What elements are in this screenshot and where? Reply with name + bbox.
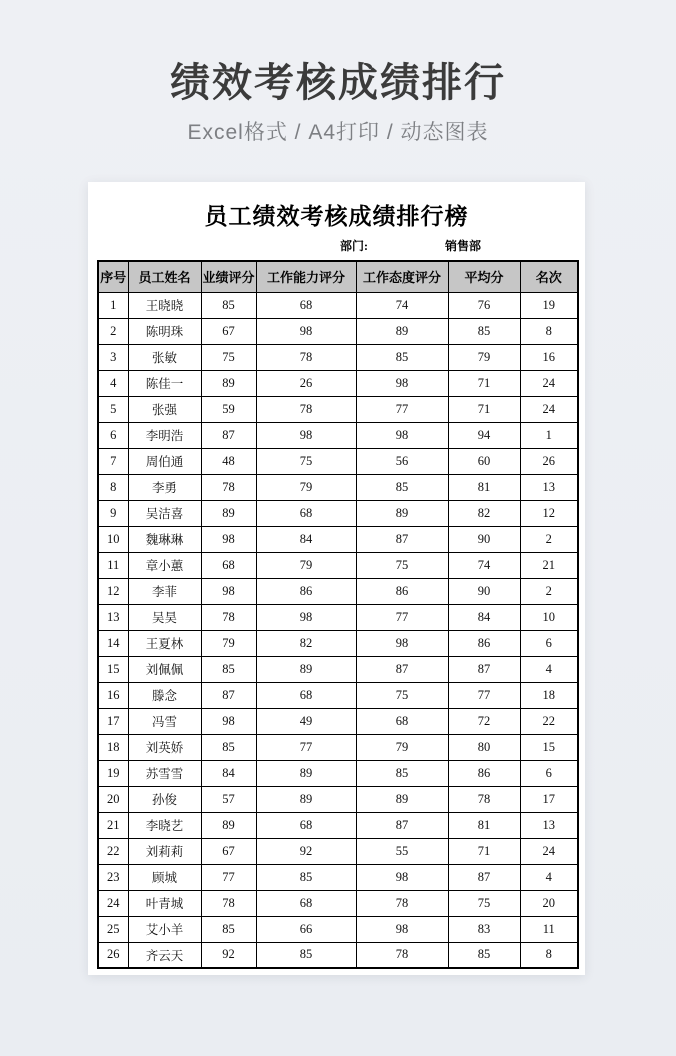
table-cell: 魏琳琳	[128, 526, 201, 552]
table-row	[98, 916, 578, 942]
table-cell: 83	[448, 916, 520, 942]
table-cell: 81	[448, 812, 520, 838]
table-cell: 78	[256, 396, 356, 422]
table-cell: 89	[356, 318, 448, 344]
table-row	[98, 942, 578, 968]
table-cell: 87	[448, 864, 520, 890]
column-header: 员工姓名	[128, 261, 201, 292]
table-cell: 26	[256, 370, 356, 396]
table-cell: 2	[520, 578, 578, 604]
table-cell: 12	[520, 500, 578, 526]
table-cell: 4	[98, 370, 128, 396]
table-cell: 87	[356, 526, 448, 552]
table-row	[98, 760, 578, 786]
table-cell: 55	[356, 838, 448, 864]
table-cell: 81	[448, 474, 520, 500]
table-cell: 98	[356, 864, 448, 890]
table-row	[98, 474, 578, 500]
table-cell: 艾小羊	[128, 916, 201, 942]
table-cell: 18	[98, 734, 128, 760]
table-cell: 89	[201, 812, 256, 838]
table-cell: 20	[98, 786, 128, 812]
table-cell: 98	[356, 370, 448, 396]
table-row	[98, 812, 578, 838]
table-cell: 78	[448, 786, 520, 812]
table-cell: 68	[356, 708, 448, 734]
table-cell: 79	[356, 734, 448, 760]
table-cell: 12	[98, 578, 128, 604]
table-cell: 21	[98, 812, 128, 838]
table-cell: 8	[520, 318, 578, 344]
table-cell: 75	[356, 682, 448, 708]
sheet-title: 员工绩效考核成绩排行榜	[204, 204, 469, 229]
table-body	[98, 292, 578, 968]
table-cell: 16	[98, 682, 128, 708]
table-cell: 77	[356, 396, 448, 422]
table-row	[98, 318, 578, 344]
table-cell: 85	[356, 474, 448, 500]
table-cell: 98	[201, 708, 256, 734]
table-row	[98, 422, 578, 448]
table-cell: 13	[520, 812, 578, 838]
table-cell: 89	[356, 786, 448, 812]
column-header: 业绩评分	[201, 261, 256, 292]
table-cell: 6	[98, 422, 128, 448]
table-cell: 2	[98, 318, 128, 344]
table-cell: 98	[356, 630, 448, 656]
table-cell: 87	[356, 656, 448, 682]
table-cell: 77	[448, 682, 520, 708]
table-cell: 78	[201, 474, 256, 500]
table-cell: 78	[356, 942, 448, 968]
table-cell: 78	[356, 890, 448, 916]
table-cell: 78	[201, 604, 256, 630]
table-cell: 90	[448, 578, 520, 604]
table-cell: 87	[356, 812, 448, 838]
column-header: 工作态度评分	[356, 261, 448, 292]
table-cell: 21	[520, 552, 578, 578]
page-subtitle: Excel格式 / A4打印 / 动态图表	[187, 121, 489, 144]
table-cell: 98	[256, 318, 356, 344]
table-cell: 张强	[128, 396, 201, 422]
table-cell: 90	[448, 526, 520, 552]
table-cell: 刘英娇	[128, 734, 201, 760]
table-cell: 陈佳一	[128, 370, 201, 396]
table-row	[98, 604, 578, 630]
table-cell: 74	[448, 552, 520, 578]
table-row	[98, 292, 578, 318]
table-cell: 24	[98, 890, 128, 916]
table-cell: 1	[520, 422, 578, 448]
table-cell: 48	[201, 448, 256, 474]
table-cell: 87	[201, 682, 256, 708]
table-row	[98, 890, 578, 916]
table-cell: 4	[520, 656, 578, 682]
table-row	[98, 682, 578, 708]
table-cell: 6	[520, 760, 578, 786]
table-cell: 89	[356, 500, 448, 526]
table-cell: 李明浩	[128, 422, 201, 448]
table-cell: 13	[520, 474, 578, 500]
table-cell: 24	[520, 838, 578, 864]
table-cell: 25	[98, 916, 128, 942]
table-cell: 2	[520, 526, 578, 552]
table-cell: 26	[520, 448, 578, 474]
table-cell: 75	[256, 448, 356, 474]
table-cell: 94	[448, 422, 520, 448]
table-cell: 7	[98, 448, 128, 474]
table-cell: 85	[256, 864, 356, 890]
table-row	[98, 864, 578, 890]
table-row	[98, 500, 578, 526]
column-header: 名次	[520, 261, 578, 292]
table-cell: 86	[448, 760, 520, 786]
table-cell: 59	[201, 396, 256, 422]
table-cell: 吴昊	[128, 604, 201, 630]
table-row	[98, 344, 578, 370]
table-cell: 滕念	[128, 682, 201, 708]
table-row	[98, 578, 578, 604]
table-cell: 66	[256, 916, 356, 942]
table-cell: 67	[201, 838, 256, 864]
table-cell: 85	[201, 656, 256, 682]
table-cell: 56	[356, 448, 448, 474]
table-cell: 齐云天	[128, 942, 201, 968]
table-cell: 19	[520, 292, 578, 318]
table-cell: 1	[98, 292, 128, 318]
table-cell: 章小蕙	[128, 552, 201, 578]
table-cell: 80	[448, 734, 520, 760]
table-cell: 85	[448, 318, 520, 344]
table-cell: 吴洁喜	[128, 500, 201, 526]
table-cell: 85	[256, 942, 356, 968]
score-table	[97, 260, 579, 969]
table-cell: 85	[356, 760, 448, 786]
table-cell: 11	[98, 552, 128, 578]
table-cell: 98	[201, 578, 256, 604]
column-header: 序号	[98, 261, 128, 292]
table-cell: 68	[256, 682, 356, 708]
table-cell: 71	[448, 370, 520, 396]
table-cell: 85	[448, 942, 520, 968]
table-cell: 顾城	[128, 864, 201, 890]
table-cell: 85	[201, 292, 256, 318]
table-cell: 22	[520, 708, 578, 734]
table-cell: 76	[448, 292, 520, 318]
table-cell: 74	[356, 292, 448, 318]
table-cell: 15	[520, 734, 578, 760]
table-cell: 24	[520, 370, 578, 396]
table-cell: 84	[448, 604, 520, 630]
table-cell: 68	[256, 890, 356, 916]
table-cell: 89	[256, 656, 356, 682]
table-cell: 79	[256, 474, 356, 500]
table-cell: 60	[448, 448, 520, 474]
table-cell: 68	[256, 500, 356, 526]
table-cell: 17	[98, 708, 128, 734]
table-cell: 王夏林	[128, 630, 201, 656]
table-cell: 77	[201, 864, 256, 890]
table-cell: 叶青城	[128, 890, 201, 916]
department-value: 销售部	[445, 239, 482, 253]
table-cell: 10	[98, 526, 128, 552]
table-cell: 98	[356, 916, 448, 942]
table-cell: 16	[520, 344, 578, 370]
table-row	[98, 656, 578, 682]
table-cell: 89	[201, 370, 256, 396]
table-cell: 85	[201, 734, 256, 760]
table-cell: 75	[356, 552, 448, 578]
table-cell: 68	[201, 552, 256, 578]
table-cell: 82	[448, 500, 520, 526]
table-cell: 20	[520, 890, 578, 916]
table-cell: 11	[520, 916, 578, 942]
table-cell: 89	[201, 500, 256, 526]
table-cell: 19	[98, 760, 128, 786]
table-cell: 24	[520, 396, 578, 422]
table-cell: 刘莉莉	[128, 838, 201, 864]
table-cell: 孙俊	[128, 786, 201, 812]
table-cell: 98	[256, 604, 356, 630]
table-cell: 26	[98, 942, 128, 968]
table-cell: 84	[256, 526, 356, 552]
table-row	[98, 630, 578, 656]
table-row	[98, 370, 578, 396]
table-cell: 86	[256, 578, 356, 604]
table-cell: 85	[356, 344, 448, 370]
table-cell: 79	[448, 344, 520, 370]
table-cell: 98	[356, 422, 448, 448]
table-cell: 22	[98, 838, 128, 864]
table-cell: 87	[201, 422, 256, 448]
table-cell: 75	[201, 344, 256, 370]
table-cell: 77	[356, 604, 448, 630]
table-cell: 17	[520, 786, 578, 812]
table-cell: 3	[98, 344, 128, 370]
table-cell: 王晓晓	[128, 292, 201, 318]
table-cell: 9	[98, 500, 128, 526]
table-cell: 78	[201, 890, 256, 916]
table-cell: 85	[201, 916, 256, 942]
table-cell: 8	[520, 942, 578, 968]
table-cell: 刘佩佩	[128, 656, 201, 682]
column-header: 工作能力评分	[256, 261, 356, 292]
table-cell: 98	[201, 526, 256, 552]
table-cell: 23	[98, 864, 128, 890]
table-cell: 冯雪	[128, 708, 201, 734]
table-cell: 14	[98, 630, 128, 656]
table-cell: 79	[201, 630, 256, 656]
table-cell: 陈明珠	[128, 318, 201, 344]
table-cell: 92	[201, 942, 256, 968]
table-cell: 89	[256, 760, 356, 786]
table-cell: 5	[98, 396, 128, 422]
table-row	[98, 448, 578, 474]
table-cell: 57	[201, 786, 256, 812]
table-cell: 李勇	[128, 474, 201, 500]
header-row	[98, 261, 578, 292]
table-head	[98, 261, 578, 292]
table-row	[98, 552, 578, 578]
table-cell: 李菲	[128, 578, 201, 604]
table-row	[98, 734, 578, 760]
table-cell: 10	[520, 604, 578, 630]
table-row	[98, 526, 578, 552]
table-cell: 86	[356, 578, 448, 604]
hero-banner	[0, 0, 676, 146]
table-cell: 71	[448, 396, 520, 422]
table-cell: 4	[520, 864, 578, 890]
table-cell: 98	[256, 422, 356, 448]
table-cell: 49	[256, 708, 356, 734]
table-cell: 86	[448, 630, 520, 656]
page-title: 绩效考核成绩排行	[170, 61, 506, 105]
table-cell: 张敏	[128, 344, 201, 370]
table-cell: 82	[256, 630, 356, 656]
table-cell: 68	[256, 292, 356, 318]
table-cell: 苏雪雪	[128, 760, 201, 786]
table-cell: 68	[256, 812, 356, 838]
table-row	[98, 786, 578, 812]
table-cell: 周伯通	[128, 448, 201, 474]
table-cell: 71	[448, 838, 520, 864]
table-cell: 78	[256, 344, 356, 370]
table-row	[98, 838, 578, 864]
table-cell: 92	[256, 838, 356, 864]
column-header: 平均分	[448, 261, 520, 292]
spreadsheet-preview	[88, 182, 585, 975]
table-cell: 8	[98, 474, 128, 500]
table-cell: 13	[98, 604, 128, 630]
table-cell: 89	[256, 786, 356, 812]
table-cell: 15	[98, 656, 128, 682]
table-cell: 79	[256, 552, 356, 578]
table-row	[98, 708, 578, 734]
table-cell: 84	[201, 760, 256, 786]
table-cell: 67	[201, 318, 256, 344]
table-cell: 77	[256, 734, 356, 760]
table-row	[98, 396, 578, 422]
table-cell: 6	[520, 630, 578, 656]
table-cell: 75	[448, 890, 520, 916]
department-row	[88, 237, 585, 255]
department-label: 部门:	[340, 239, 368, 253]
table-cell: 87	[448, 656, 520, 682]
table-cell: 18	[520, 682, 578, 708]
table-cell: 72	[448, 708, 520, 734]
table-cell: 李晓艺	[128, 812, 201, 838]
